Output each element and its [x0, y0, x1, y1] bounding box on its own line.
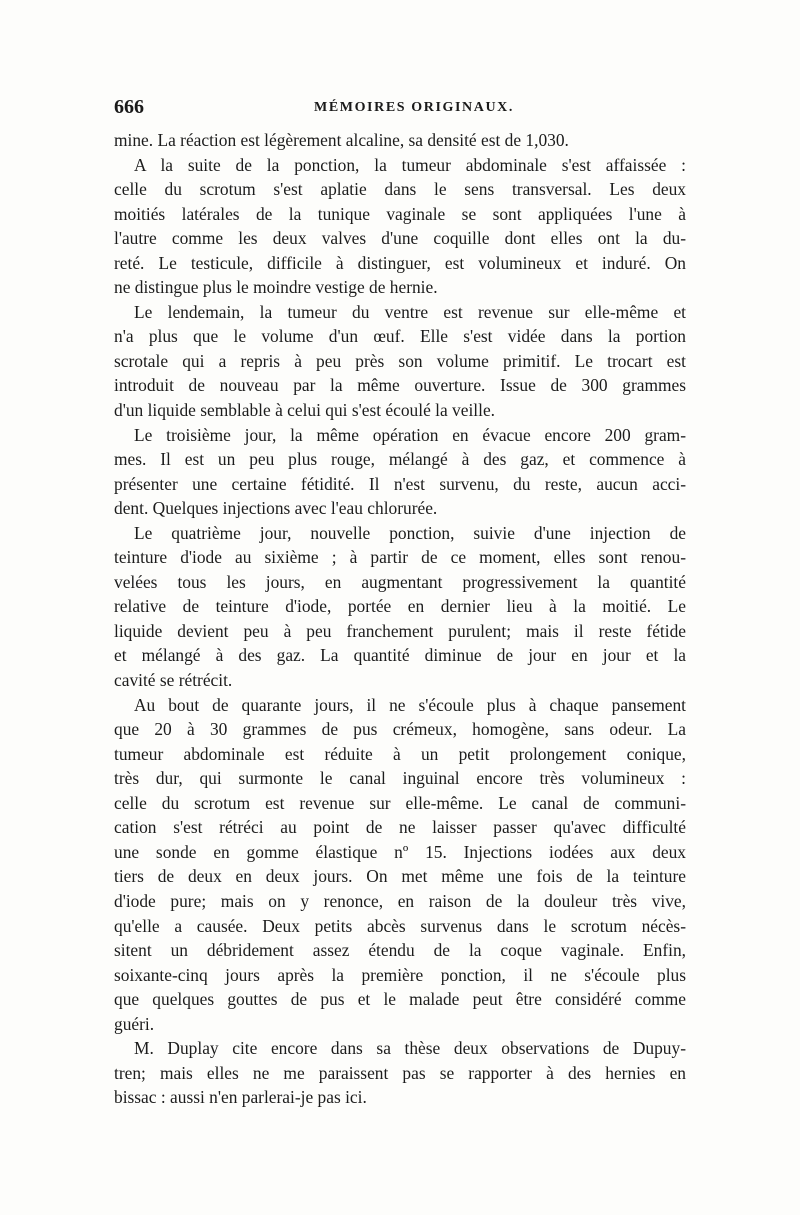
text-line: d'un liquide semblable à celui qui s'est écoulé la veille. [114, 400, 496, 421]
text-line: qu'elle a causée. Deux petits abcès survenus dans le scrotum nécès- [114, 915, 686, 936]
text-line: reté. Le testicule, difficile à distinguer, est volumineux et induré. On [114, 252, 686, 273]
text-line: tiers de deux en deux jours. On met même une fois de la teinture [114, 866, 686, 887]
text-line: celle du scrotum est revenue sur elle-même. Le canal de communi- [114, 792, 686, 813]
text-line: l'autre comme les deux valves d'une coquille dont elles ont la du- [114, 228, 686, 249]
text-line: Le troisième jour, la même opération en évacue encore 200 gram- [134, 424, 686, 445]
text-line: et mélangé à des gaz. La quantité diminue de jour en jour et la [114, 645, 686, 666]
text-line: que quelques gouttes de pus et le malade peut être considéré comme [114, 989, 686, 1010]
text-line: sitent un débridement assez étendu de la coque vaginale. Enfin, [114, 940, 686, 961]
text-line: introduit de nouveau par la même ouverture. Issue de 300 grammes [114, 375, 686, 396]
text-line: très dur, qui surmonte le canal inguinal encore très volumineux : [114, 768, 686, 789]
text-line: bissac : aussi n'en parlerai-je pas ici. [114, 1087, 367, 1108]
body-text [114, 128, 686, 1110]
page-header [114, 96, 690, 122]
text-line: cavité se rétrécit. [114, 670, 233, 691]
text-line: teinture d'iode au sixième ; à partir de ce moment, elles sont renou- [114, 547, 686, 568]
text-line: relative de teinture d'iode, portée en dernier lieu à la moitié. Le [114, 596, 686, 617]
text-line: mine. La réaction est légèrement alcaline, sa densité est de 1,030. [114, 130, 569, 150]
text-line: tumeur abdominale est réduite à un petit prolongement conique, [114, 743, 686, 764]
text-line: mes. Il est un peu plus rouge, mélangé à des gaz, et commence à [114, 449, 686, 470]
text-line: liquide devient peu à peu franchement purulent; mais il reste fétide [114, 620, 686, 641]
page-number: 666 [114, 96, 144, 118]
text-line: velées tous les jours, en augmentant progressivement la quantité [114, 571, 686, 592]
text-line: M. Duplay cite encore dans sa thèse deux observations de Dupuy- [134, 1038, 686, 1059]
text-line: Le quatrième jour, nouvelle ponction, suivie d'une injection de [134, 522, 686, 543]
text-line: n'a plus que le volume d'un œuf. Elle s'est vidée dans la portion [114, 326, 686, 347]
text-line: moitiés latérales de la tunique vaginale se sont appliquées l'une à [114, 203, 686, 224]
text-line: soixante-cinq jours après la première ponction, il ne s'écoule plus [114, 964, 686, 985]
text-line: dent. Quelques injections avec l'eau chlorurée. [114, 498, 438, 519]
text-line: que 20 à 30 grammes de pus crémeux, homogène, sans odeur. La [114, 719, 686, 740]
text-line: A la suite de la ponction, la tumeur abdominale s'est affaissée : [134, 154, 686, 175]
text-line: tren; mais elles ne me paraissent pas se rapporter à des hernies en [114, 1062, 686, 1083]
text-line: celle du scrotum s'est aplatie dans le sens transversal. Les deux [114, 179, 686, 200]
text-line: une sonde en gomme élastique nº 15. Injections iodées aux deux [114, 841, 686, 862]
text-line: ne distingue plus le moindre vestige de hernie. [114, 277, 438, 298]
text-line: Le lendemain, la tumeur du ventre est revenue sur elle-même et [134, 301, 686, 322]
text-line: d'iode pure; mais on y renonce, en raison de la douleur très vive, [114, 890, 686, 911]
text-line: cation s'est rétréci au point de ne laisser passer qu'avec difficulté [114, 817, 686, 838]
text-line: Au bout de quarante jours, il ne s'écoule plus à chaque pansement [134, 694, 686, 715]
text-line: scrotale qui a repris à peu près son volume primitif. Le trocart est [114, 350, 686, 371]
text-line: présenter une certaine fétidité. Il n'est survenu, du reste, aucun acci- [114, 473, 686, 494]
text-line: guéri. [114, 1013, 155, 1034]
running-title: MÉMOIRES ORIGINAUX. [314, 100, 514, 115]
